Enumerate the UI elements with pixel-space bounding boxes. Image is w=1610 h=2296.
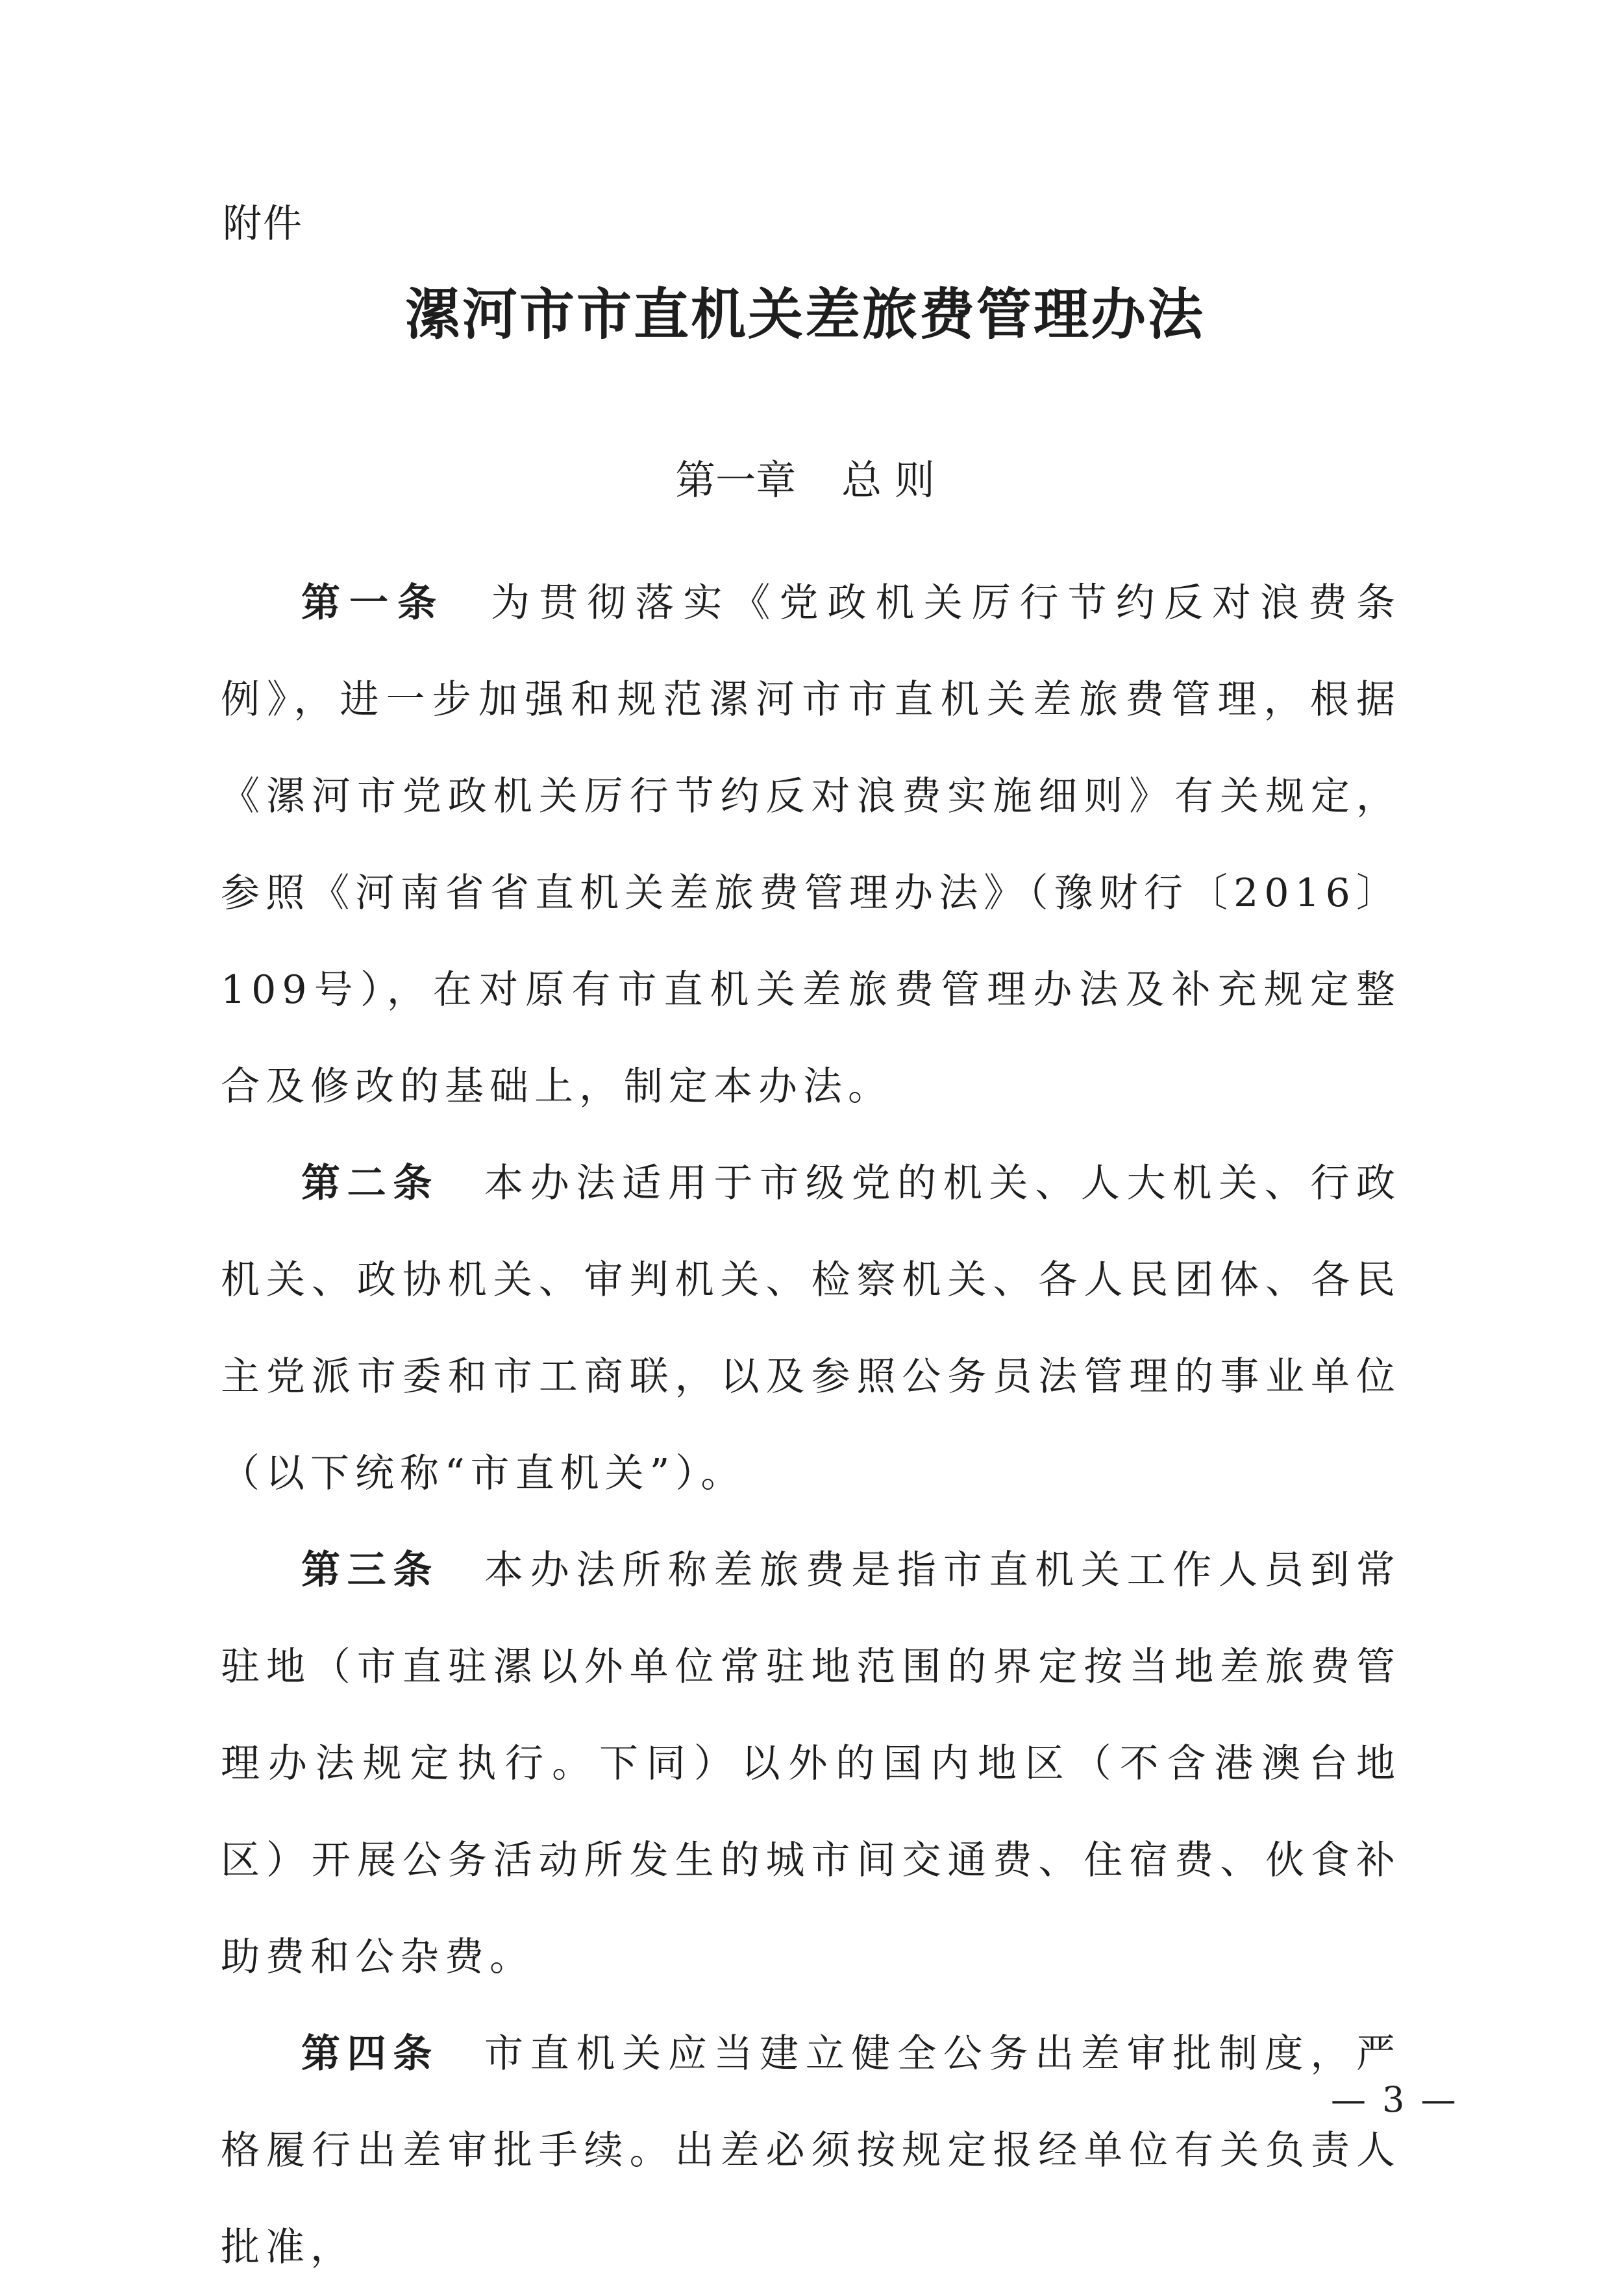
article-3-text: 本办法所称差旅费是指市直机关工作人员到常驻地（市直驻漯以外单位常驻地范围的界定按当地差旅费管理办法规定执行。下同）以外的国内地区（不含港澳台地区）开展公务活动所发生的城市间交通费、住宿费、伙食补助费和公杂费。 (221, 1548, 1402, 1980)
document-title: 漯河市市直机关差旅费管理办法 (404, 282, 1205, 347)
document-body (221, 555, 1401, 2296)
chapter-heading (0, 451, 1610, 510)
article-1 (221, 555, 1401, 1135)
article-2-heading: 第二条 (301, 1161, 440, 1206)
article-1-heading: 第一条 (301, 580, 446, 626)
attachment-label: 附件 (223, 201, 303, 247)
article-2 (221, 1135, 1401, 1522)
page-number: — 3 — (1331, 2079, 1459, 2120)
article-3-heading: 第三条 (301, 1548, 440, 1593)
chapter-name: 总 则 (841, 456, 935, 504)
article-4 (221, 2006, 1401, 2296)
article-3 (221, 1522, 1401, 2006)
article-1-text: 为贯彻落实《党政机关厉行节约反对浪费条例》，进一步加强和规范漯河市市直机关差旅费管理，根据《漯河市党政机关厉行节约反对浪费实施细则》有关规定，参照《河南省省直机关差旅费管理办法》（豫财行〔2016〕109号），在对原有市直机关差旅费管理办法及补充规定整合及修改的基础上，制定本办法。 (221, 580, 1402, 1109)
chapter-number: 第一章 (675, 456, 797, 504)
article-2-text: 本办法适用于市级党的机关、人大机关、行政机关、政协机关、审判机关、检察机关、各人民团体、各民主党派市委和市工商联，以及参照公务员法管理的事业单位（以下统称“市直机关”）。 (221, 1161, 1402, 1496)
article-4-heading: 第四条 (301, 2031, 440, 2077)
article-4-text: 市直机关应当建立健全公务出差审批制度，严格履行出差审批手续。出差必须按规定报经单位有关负责人批准， (221, 2031, 1402, 2270)
